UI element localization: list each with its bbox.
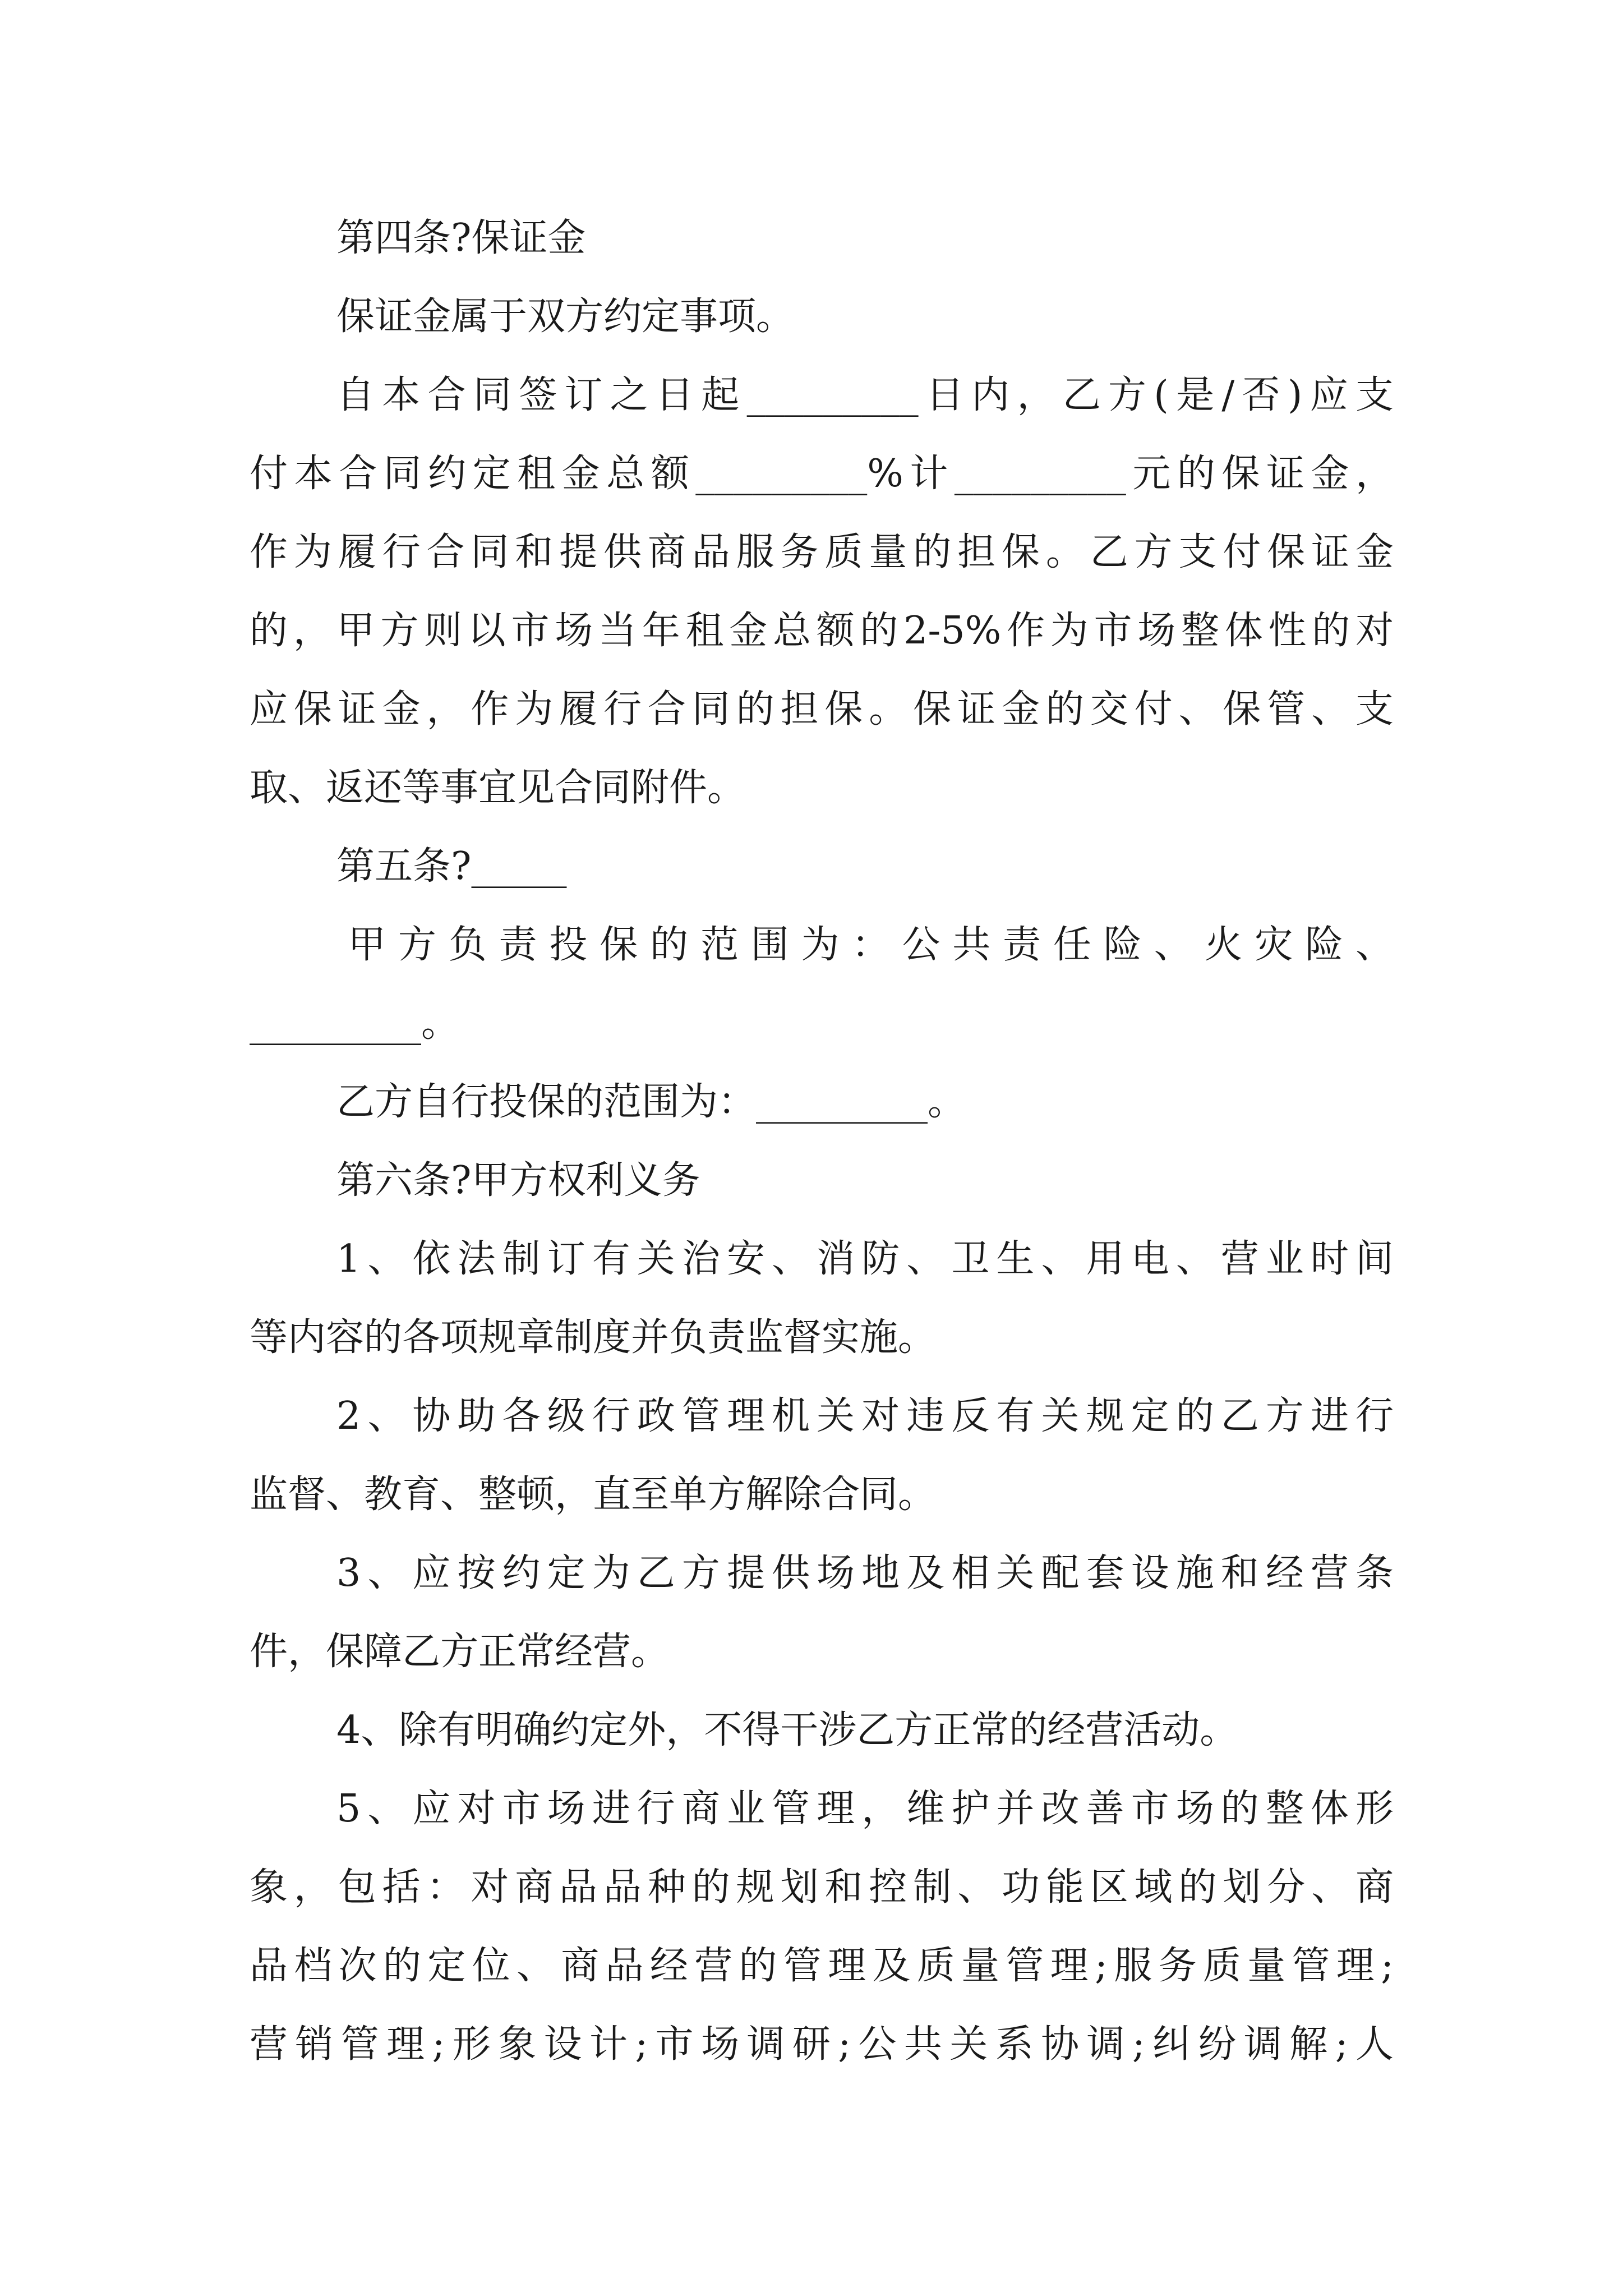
paragraph-line: 1、依法制订有关治安、消防、卫生、用电、营业时间 — [336, 1237, 1394, 1281]
paragraph-line: 3、应按约定为乙方提供场地及相关配套设施和经营条 — [336, 1551, 1394, 1595]
paragraph-line: 作为履行合同和提供商品服务质量的担保。乙方支付保证金 — [250, 530, 1394, 574]
heading-article-5: 第五条?_____ — [336, 844, 567, 889]
paragraph-line: 等内容的各项规章制度并负责监督实施。 — [250, 1315, 937, 1360]
paragraph-line: 付本合同约定租金总额_________%计_________元的保证金， — [250, 452, 1394, 496]
paragraph-line: 取、返还等事宜见合同附件。 — [250, 766, 746, 810]
paragraph-line: 件，保障乙方正常经营。 — [250, 1630, 670, 1674]
paragraph-line: 监督、教育、整顿，直至单方解除合同。 — [250, 1473, 937, 1517]
paragraph-line: 营销管理;形象设计;市场调研;公共关系协调;纠纷调解;人 — [250, 2022, 1394, 2067]
paragraph-line: 2、协助各级行政管理机关对违反有关规定的乙方进行 — [336, 1394, 1394, 1438]
paragraph-line: 应保证金，作为履行合同的担保。保证金的交付、保管、支 — [250, 687, 1394, 731]
paragraph-line: 象，包括：对商品品种的规划和控制、功能区域的划分、商 — [250, 1865, 1394, 1910]
paragraph-line: 5、应对市场进行商业管理，维护并改善市场的整体形 — [336, 1787, 1394, 1831]
paragraph-line: 4、除有明确约定外，不得干涉乙方正常的经营活动。 — [336, 1708, 1238, 1752]
paragraph-line: 自本合同签订之日起_________日内，乙方(是/否)应支 — [336, 373, 1394, 417]
paragraph-line: 的，甲方则以市场当年租金总额的2-5%作为市场整体性的对 — [250, 609, 1394, 653]
paragraph-line: 保证金属于双方约定事项。 — [336, 295, 795, 339]
heading-article-4: 第四条?保证金 — [336, 216, 586, 260]
paragraph-line: 乙方自行投保的范围为：_________。 — [336, 1080, 966, 1124]
paragraph-line: _________。 — [250, 1001, 460, 1046]
paragraph-line: 品档次的定位、商品经营的管理及质量管理;服务质量管理; — [250, 1944, 1394, 1988]
paragraph-line: 甲方负责投保的范围为：公共责任险、火灾险、 — [348, 923, 1394, 967]
heading-article-6: 第六条?甲方权利义务 — [336, 1158, 700, 1203]
